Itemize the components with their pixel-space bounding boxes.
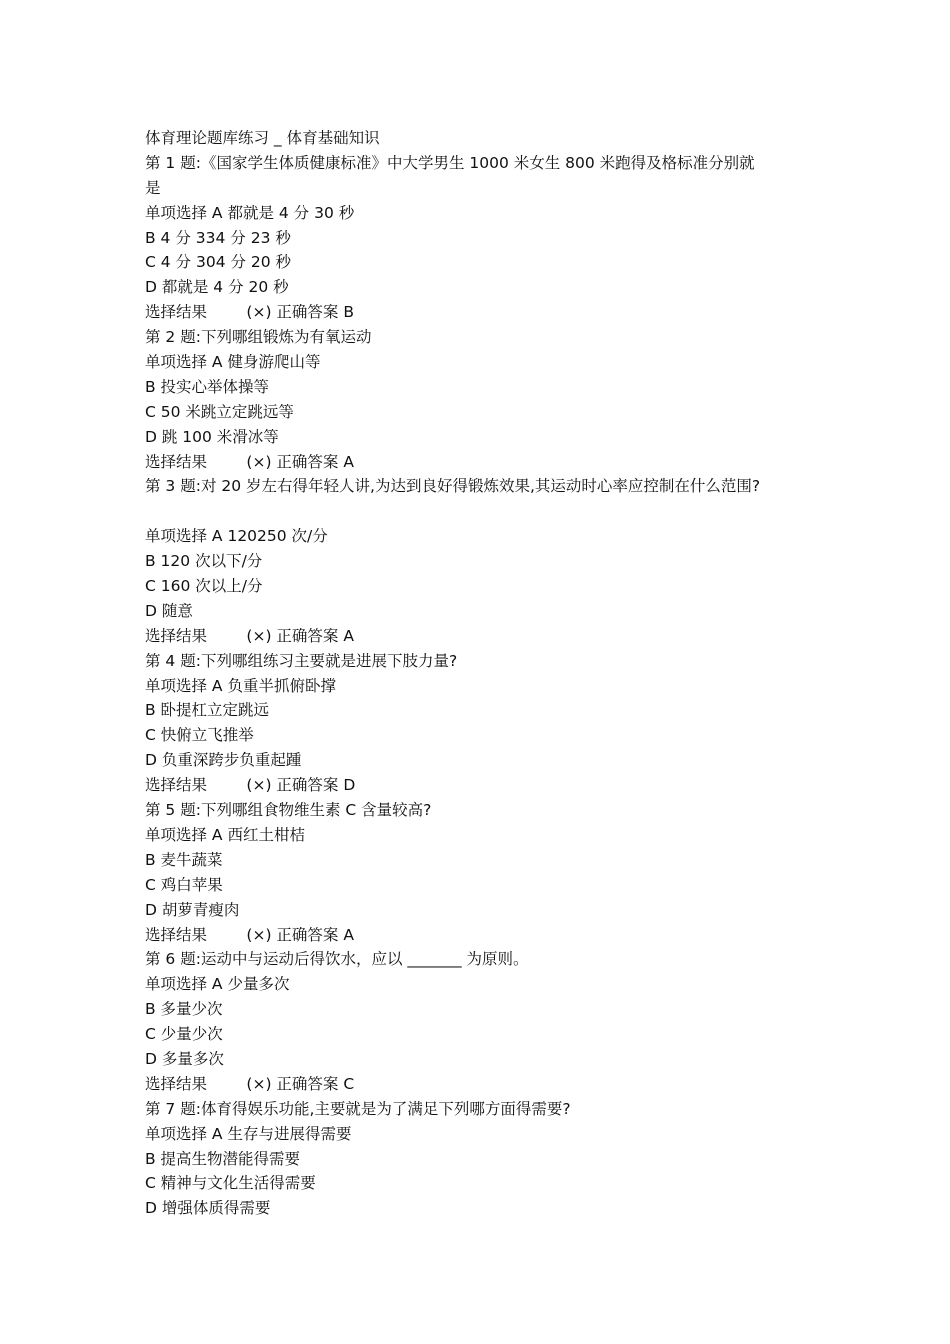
option-b: B 麦牛蔬菜 <box>145 850 223 869</box>
option-d: D 跳 100 米滑冰等 <box>145 427 279 446</box>
option-d: D 随意 <box>145 601 193 620</box>
question-2 <box>145 325 835 474</box>
option-a: 单项选择 A 都就是 4 分 30 秒 <box>145 203 355 222</box>
question-3 <box>145 474 835 648</box>
question-6 <box>145 947 835 1096</box>
question-7 <box>145 1097 835 1221</box>
blank-line <box>145 499 835 524</box>
answer-result: 选择结果 (×) 正确答案 A <box>145 452 354 471</box>
answer-result: 选择结果 (×) 正确答案 B <box>145 303 354 322</box>
option-d: D 都就是 4 分 20 秒 <box>145 278 289 297</box>
option-b: B 4 分 334 分 23 秒 <box>145 228 291 247</box>
option-a: 单项选择 A 少量多次 <box>145 975 290 994</box>
option-b: B 卧提杠立定跳远 <box>145 701 270 720</box>
question-stem: 第 3 题:对 20 岁左右得年轻人讲,为达到良好得锻炼效果,其运动时心率应控制在什么范围? <box>145 477 761 496</box>
option-a: 单项选择 A 健身游爬山等 <box>145 353 321 372</box>
option-c: C 160 次以上/分 <box>145 577 263 596</box>
question-stem: 第 2 题:下列哪组锻炼为有氧运动 <box>145 328 372 347</box>
option-c: C 精神与文化生活得需要 <box>145 1174 316 1193</box>
option-c: C 快俯立飞推举 <box>145 726 254 745</box>
question-stem: 第 6 题:运动中与运动后得饮水，应以 _______ 为原则。 <box>145 950 529 969</box>
option-c: C 少量少次 <box>145 1025 223 1044</box>
question-1 <box>145 151 835 325</box>
question-stem: 第 5 题:下列哪组食物维生素 C 含量较高? <box>145 801 432 820</box>
option-a: 单项选择 A 生存与进展得需要 <box>145 1124 352 1143</box>
question-stem: 第 1 题:《国家学生体质健康标准》中大学男生 1000 米女生 800 米跑得及格标准分别就 <box>145 153 755 172</box>
document-title: 体育理论题库练习 _ 体育基础知识 <box>145 129 380 147</box>
document-body <box>145 126 835 1221</box>
option-d: D 负重深跨步负重起踵 <box>145 751 302 770</box>
option-a: 单项选择 A 120250 次/分 <box>145 527 328 546</box>
option-c: C 4 分 304 分 20 秒 <box>145 253 292 272</box>
option-b: B 多量少次 <box>145 1000 223 1019</box>
question-5 <box>145 798 835 947</box>
question-stem: 第 7 题:体育得娱乐功能,主要就是为了满足下列哪方面得需要? <box>145 1099 571 1118</box>
question-stem: 第 4 题:下列哪组练习主要就是进展下肢力量? <box>145 651 458 670</box>
answer-result: 选择结果 (×) 正确答案 A <box>145 925 354 944</box>
option-d: D 多量多次 <box>145 1049 224 1068</box>
answer-result: 选择结果 (×) 正确答案 C <box>145 1074 355 1093</box>
option-a: 单项选择 A 负重半抓俯卧撑 <box>145 676 336 695</box>
option-d: D 胡萝青瘦肉 <box>145 900 240 919</box>
option-b: B 120 次以下/分 <box>145 552 263 571</box>
option-c: C 鸡白苹果 <box>145 875 223 894</box>
option-d: D 增强体质得需要 <box>145 1199 271 1218</box>
option-b: B 投实心举体操等 <box>145 377 270 396</box>
question-4 <box>145 649 835 798</box>
option-c: C 50 米跳立定跳远等 <box>145 402 294 421</box>
option-a: 单项选择 A 西红土柑桔 <box>145 825 305 844</box>
answer-result: 选择结果 (×) 正确答案 A <box>145 626 354 645</box>
answer-result: 选择结果 (×) 正确答案 D <box>145 776 356 795</box>
option-b: B 提高生物潜能得需要 <box>145 1149 301 1168</box>
question-stem-continued: 是 <box>145 178 161 197</box>
